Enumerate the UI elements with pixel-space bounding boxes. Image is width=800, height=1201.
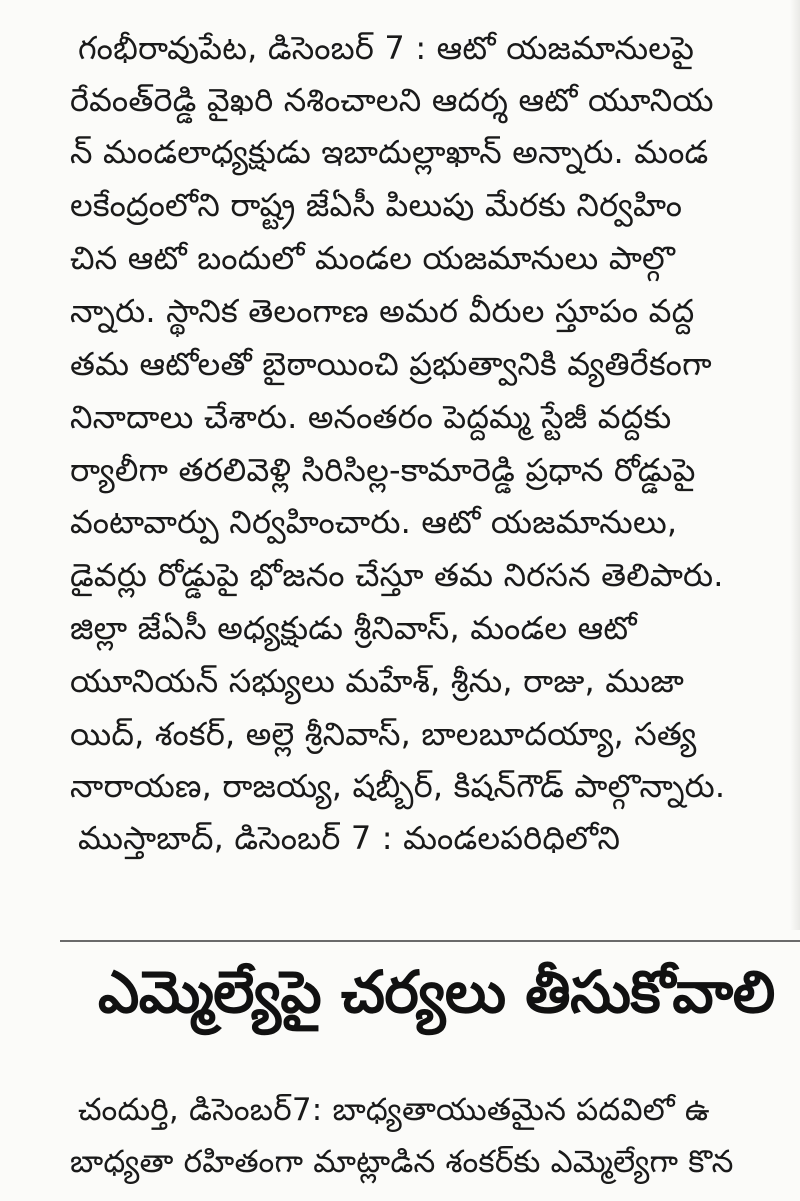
article-line-15: నారాయణ, రాజయ్య, షబ్బీర్, కిషన్‌గౌడ్ పాల్గొన్నారు. bbox=[70, 767, 726, 805]
article-line-10: వంటావార్పు నిర్వహించారు. ఆటో యజమానులు, bbox=[70, 503, 678, 541]
article-line-12: జిల్లా జేఏసీ అధ్యక్షుడు శ్రీనివాస్, మండల ఆటో bbox=[70, 609, 637, 647]
headline: ఎమ్మెల్యేపై చర్యలు తీసుకోవాలి bbox=[98, 958, 775, 1026]
article-line-8: నినాదాలు చేశారు. అనంతరం పెద్దమ్మ స్టేజీ వద్దకు bbox=[70, 398, 672, 436]
article2-line-1: చందుర్తి, డిసెంబర్7: బాధ్యతాయుతమైన పదవిలో ఉ bbox=[78, 1092, 710, 1128]
article-line-16: ముస్తాబాద్, డిసెంబర్ 7 : మండలపరిధిలోని bbox=[78, 819, 621, 857]
article-line-4: లకేంద్రంలోని రాష్ట్ర జేఏసీ పిలుపు మేరకు నిర్వహిం bbox=[70, 186, 683, 224]
article-line-6: న్నారు. స్థానిక తెలంగాణ అమర వీరుల స్తూపం వద్ద bbox=[70, 292, 695, 330]
article2-line-2: బాధ్యతా రహితంగా మాట్లాడిన శంకర్‌కు ఎమ్మెల్యేగా కొన bbox=[70, 1144, 734, 1180]
article-line-13: యూనియన్ సభ్యులు మహేశ్, శ్రీను, రాజు, ముజా bbox=[70, 662, 685, 700]
article-line-2: రేవంత్‌రెడ్డి వైఖరి నశించాలని ఆదర్శ ఆటో యూనియ bbox=[70, 81, 714, 119]
article-line-9: ర్యాలీగా తరలివెళ్లి సిరిసిల్ల-కామారెడ్డి ప్రధాన రోడ్డుపై bbox=[70, 451, 696, 489]
article-line-1: గంభీరావుపేట, డిసెంబర్ 7 : ఆటో యజమానులపై bbox=[78, 29, 695, 67]
article-line-7: తమ ఆటోలతో బైఠాయించి ప్రభుత్వానికి వ్యతిరేకంగా bbox=[70, 345, 712, 383]
article-line-11: డైవర్లు రోడ్డుపై భోజనం చేస్తూ తమ నిరసన తెలిపారు. bbox=[70, 556, 724, 594]
article-line-3: న్ మండలాధ్యక్షుడు ఇబాదుల్లాఖాన్ అన్నారు. మండ bbox=[70, 133, 709, 171]
page-edge-shadow bbox=[790, 0, 800, 930]
article-line-14: యిద్, శంకర్, అల్లె శ్రీనివాస్, బాలబూదయ్యా, సత్య bbox=[70, 715, 697, 753]
article-line-5: చిన ఆటో బందులో మండల యజమానులు పాల్గొ bbox=[70, 239, 676, 277]
section-divider bbox=[60, 940, 800, 942]
